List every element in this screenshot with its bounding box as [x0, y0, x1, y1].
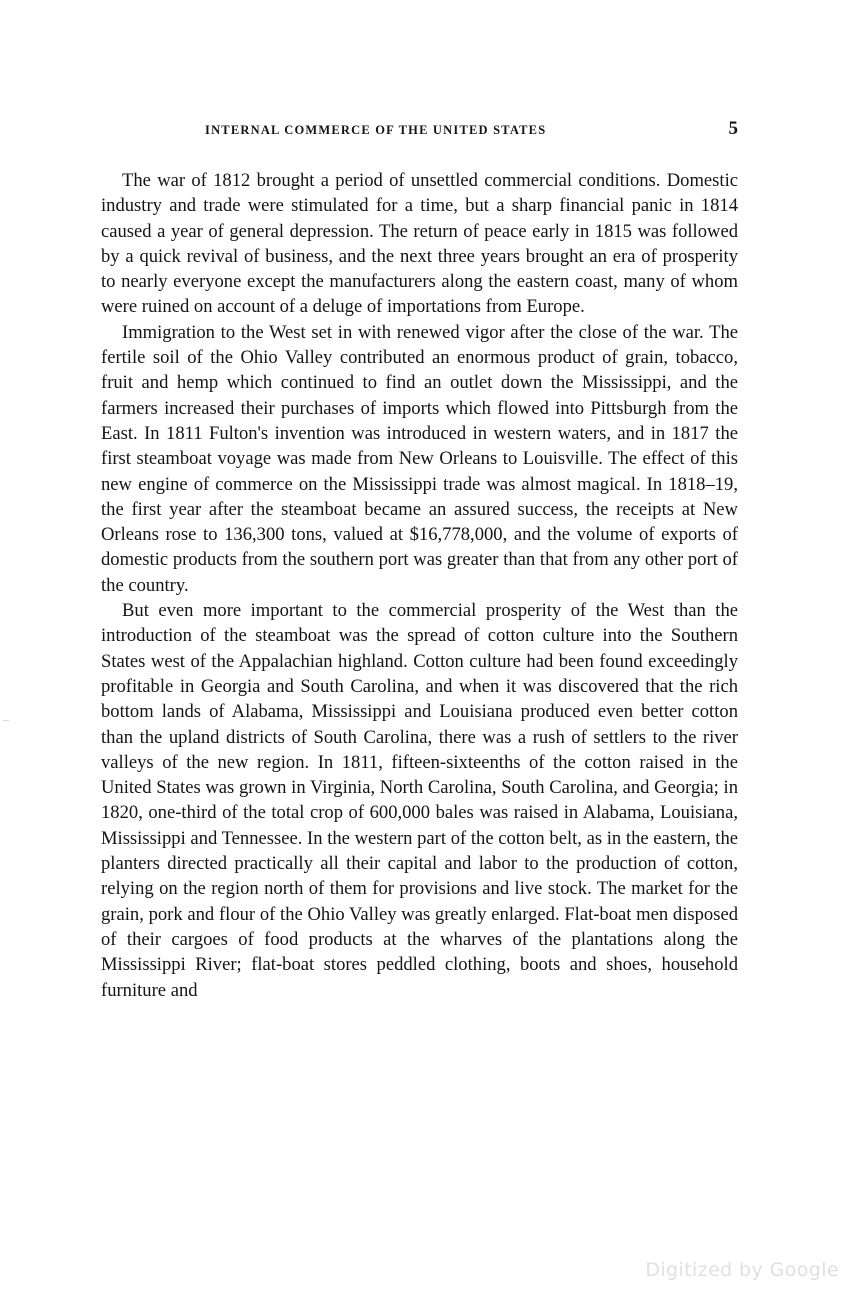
- page-number: 5: [728, 118, 738, 139]
- watermark: Digitized by Google: [645, 1259, 839, 1281]
- paragraph-war-of-1812: The war of 1812 brought a period of unsettled commercial conditions. Domestic industry and trade were stimulated for a time, but a sharp financial panic in 1814 caused a year of general depression. The return of peace early in 1815 was followed by a quick revival of business, and the next three years brought an era of prosperity to nearly everyone except the manufacturers along the eastern coast, many of whom were ruined on account of a deluge of importations from Europe.: [101, 170, 738, 318]
- paragraph-cotton-culture: But even more important to the commercial prosperity of the West than the introduction of the steamboat was the spread of cotton culture into the Southern States west of the Appalachian highland. Cotton culture had been found exceedingly profitable in Georgia and South Carolina, and when it was discovered that the rich bottom lands of Alabama, Mississippi and Louisiana produced even better cotton than the upland districts of South Carolina, there was a rush of settlers to the river valleys of the new region. In 1811, fifteen-sixteenths of the cotton raised in the United States was grown in Virginia, North Carolina, South Carolina, and Georgia; in 1820, one-third of the total crop of 600,000 bales was raised in Alabama, Louisiana, Mississippi and Tennessee. In the western part of the cotton belt, as in the eastern, the planters directed practically all their capital and labor to the production of cotton, relying on the region north of them for provisions and live stock. The market for the grain, pork and flour of the Ohio Valley was greatly enlarged. Flat-boat men disposed of their cargoes of food products at the wharves of the plantations along the Mississippi River; flat-boat stores peddled clothing, boots and shoes, household furniture and: [101, 600, 738, 1001]
- margin-scan-mark: [3, 720, 9, 721]
- body-text: [101, 168, 738, 1003]
- running-title: INTERNAL COMMERCE OF THE UNITED STATES: [205, 123, 547, 137]
- running-head: [205, 120, 738, 140]
- paragraph-immigration-west: Immigration to the West set in with renewed vigor after the close of the war. The fertile soil of the Ohio Valley contributed an enormous product of grain, tobacco, fruit and hemp which continued to find an outlet down the Mississippi, and the farmers increased their purchases of imports which flowed into Pittsburgh from the East. In 1811 Fulton's invention was introduced in western waters, and in 1817 the first steamboat voyage was made from New Orleans to Louisville. The effect of this new engine of commerce on the Mississippi trade was almost magical. In 1818–19, the first year after the steamboat became an assured success, the receipts at New Orleans rose to 136,300 tons, valued at $16,778,000, and the volume of exports of domestic products from the southern port was greater than that from any other port of the country.: [101, 321, 738, 596]
